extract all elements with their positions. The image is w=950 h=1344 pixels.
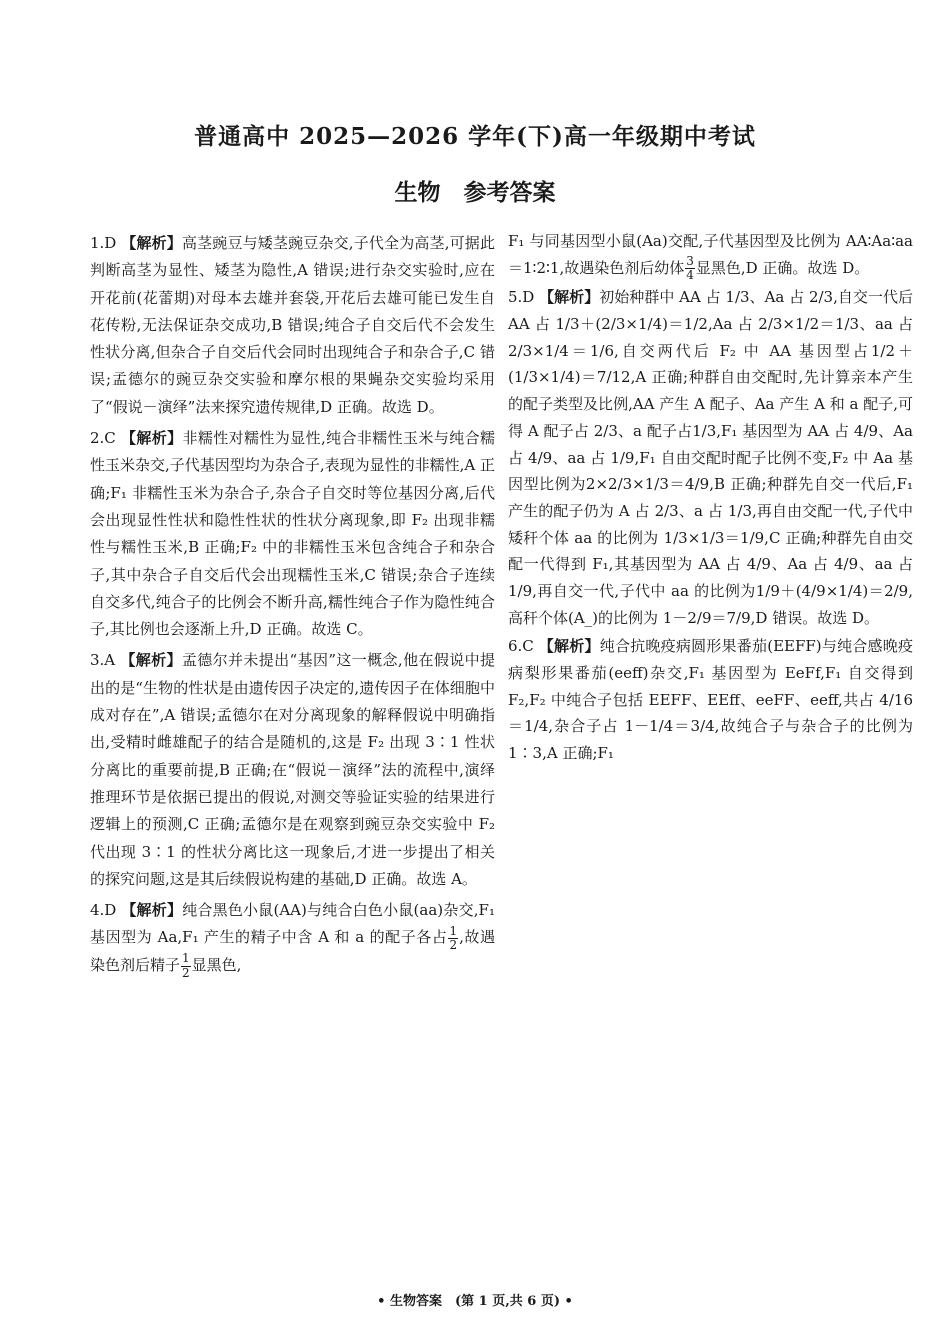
answer-item-3: 3.A 【解析】孟德尔并未提出“基因”这一概念,他在假说中提出的是“生物的性状是由遗传因子决定的,遗传因子在体细胞中成对存在”,A 错误;孟德尔在对分离现象的解释假说中明确指出,受精时雌雄配子的结合是随机的,这是 F₂ 出现 3∶1 性状分离比的重要前提,B 正确;在“假说－演绎”法的流程中,演绎推理环节是依据已提出的假说,对测交等验证实验的结果进行逻辑上的预测,C 正确;孟德尔是在观察到豌豆杂交实验中 F₂ 代出现 3∶1 的性状分离比这一现象后,才进一步提出了相关的探究问题,这是其后续假说构建的基础,D 正确。故选 A。 — [90, 651, 495, 888]
right-column — [508, 228, 913, 769]
answer-item-2: 2.C 【解析】非糯性对糯性为显性,纯合非糯性玉米与纯合糯性玉米杂交,子代基因型均为杂合子,表现为显性的非糯性,A 正确;F₁ 非糯性玉米为杂合子,杂合子自交时等位基因分离,后代会出现显性性状和隐性性状的性状分离现象,即 F₂ 出现非糯性与糯性玉米,B 正确;F₂ 中的非糯性玉米包含纯合子和杂合子,其中杂合子自交后代会出现糯性玉米,C 错误;杂合子连续自交多代,纯合子的比例会不断升高,糯性纯合子作为隐性纯合子,其比例也会逐渐上升,D 正确。故选 C。 — [90, 429, 495, 639]
page-title: 普通高中 2025—2026 学年(下)高一年级期中考试 — [194, 123, 756, 150]
page-footer: • 生物答案 (第 1 页,共 6 页) • — [377, 1294, 573, 1309]
answer-item-4: 4.D 【解析】纯合黑色小鼠(AA)与纯合白色小鼠(aa)杂交,F₁ 基因型为 Aa,F₁ 产生的精子中含 A 和 a 的配子各占 $\frac{1}{2}$ ,故遇染色剂后精子 $\frac{1}{2}$ 显黑色, — [90, 901, 495, 980]
answer-item-6: 6.C 【解析】纯合抗晚疫病圆形果番茄(EEFF)与纯合感晚疫病梨形果番茄(eeff)杂交,F₁ 基因型为 EeFf,F₁ 自交得到 F₂,F₂ 中纯合子包括 EEFF、EEff、eeFF、eeff,共占 4/16＝1/4,杂合子占 1－1/4＝3/4,故纯合子与杂合子的比例为 1∶3,A 正确;F₁ — [508, 637, 913, 763]
answer-item-1: 1.D 【解析】高茎豌豆与矮茎豌豆杂交,子代全为高茎,可据此判断高茎为显性、矮茎为隐性,A 错误;进行杂交实验时,应在开花前(花蕾期)对母本去雄并套袋,开花后去雄可能已发生自花传粉,无法保证杂交成功,B 错误;纯合子自交后代不会发生性状分离,但杂合子自交后代会同时出现纯合子和杂合子,C 错误;孟德尔的豌豆杂交实验和摩尔根的果蝇杂交实验均采用了“假说－演绎”法来探究遗传规律,D 正确。故选 D。 — [90, 234, 495, 416]
fraction: $\frac{1}{2}$ — [449, 923, 458, 952]
fraction: $\frac{1}{2}$ — [182, 951, 190, 980]
page-subtitle: 生物 参考答案 — [394, 179, 556, 206]
fraction: $\frac{3}{4}$ — [686, 254, 694, 283]
answer-item-5: 5.D 【解析】初始种群中 AA 占 1/3、Aa 占 2/3,自交一代后 AA 占 1/3＋(2/3×1/4)＝1/2,Aa 占 2/3×1/2＝1/3、aa 占 2/3×1/4＝1/6,自交两代后 F₂ 中 AA 基因型占1/2＋(1/3×1/4)＝7/12,A 正确;种群自由交配时,先计算亲本产生的配子类型及比例,AA 产生 A 配子、Aa 产生 A 和 a 配子,可得 A 配子占 2/3、a 配子占1/3,F₁ 基因型为 AA 占 4/9、Aa 占 4/9、aa 占 1/9,F₁ 自由交配时配子比例不变,F₂ 中 Aa 基因型比例为2×2/3×1/3＝4/9,B 正确;种群先自交一代后,F₁ 产生的配子仍为 A 占 2/3、a 占 1/3,再自由交配一代,子代中矮秆个体 aa 的比例为 1/3×1/3＝1/9,C 正确;种群先自由交配一代得到 F₁,其基因型为 AA 占 4/9、Aa 占 4/9、aa 占 1/9,再自交一代,子代中 aa 的比例为1/9＋(4/9×1/4)＝2/9,高秆个体(A_)的比例为 1－2/9＝7/9,D 错误。故选 D。 — [508, 288, 914, 627]
answer-item-4-continued: F₁ 与同基因型小鼠(Aa)交配,子代基因型及比例为 AA∶Aa∶aa＝1∶2∶1,故遇染色剂后幼体 $\frac{3}{4}$ 显黑色,D 正确。故选 D。 — [508, 232, 913, 283]
left-column — [90, 230, 495, 984]
